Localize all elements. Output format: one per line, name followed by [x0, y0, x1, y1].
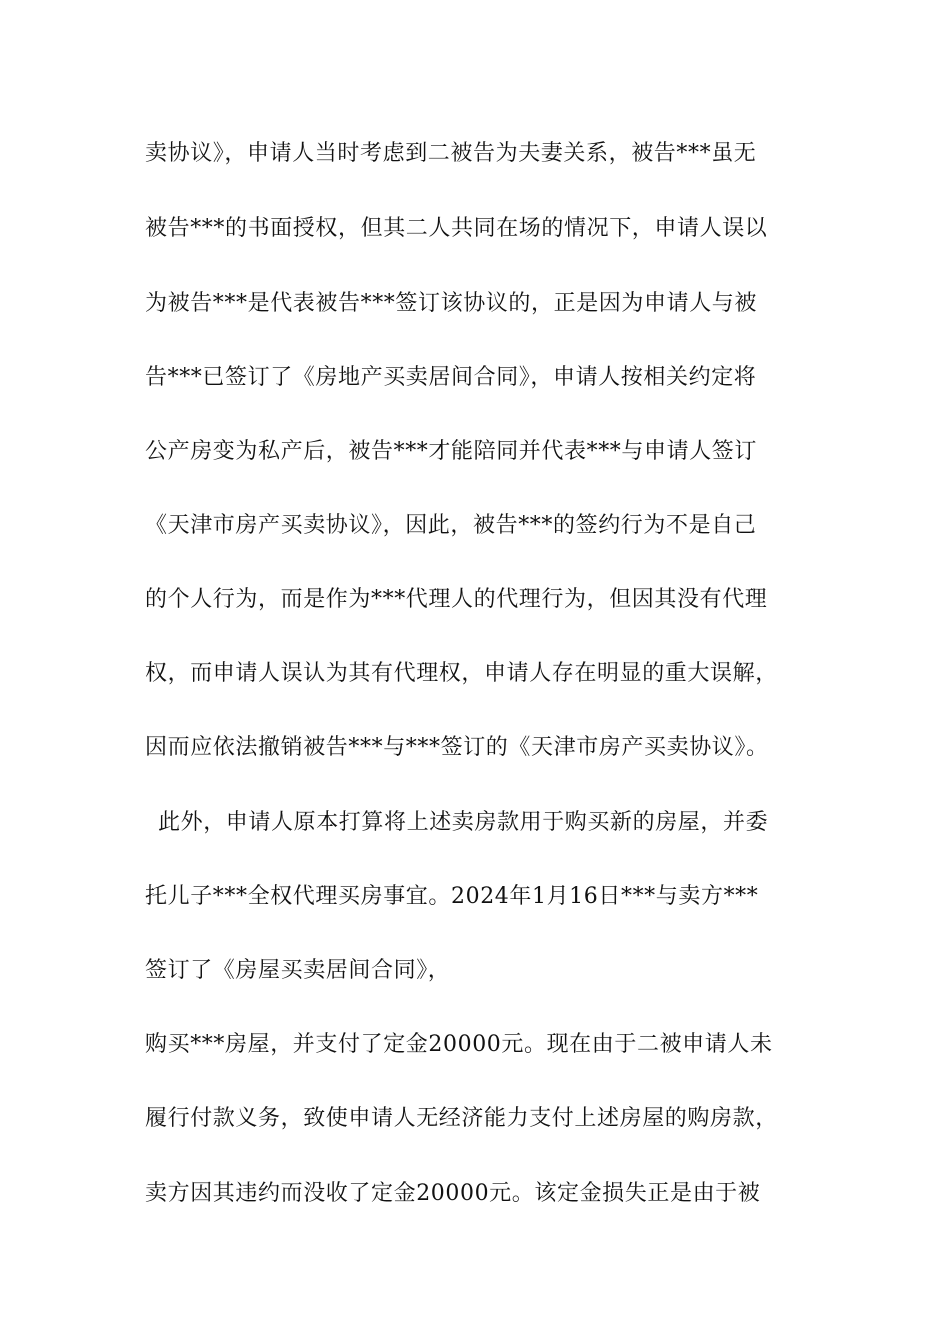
text-line: 被告***的书面授权，但其二人共同在场的情况下，申请人误以	[145, 216, 768, 241]
paragraph-start-line: 此外，申请人原本打算将上述卖房款用于购买新的房屋，并委	[158, 810, 769, 835]
text-line: 购买***房屋，并支付了定金20000元。现在由于二被申请人未	[145, 1032, 773, 1057]
text-line: 的个人行为，而是作为***代理人的代理行为，但因其没有代理	[145, 587, 768, 612]
text-line: 签订了《房屋买卖居间合同》，	[145, 958, 451, 983]
text-line: 履行付款义务，致使申请人无经济能力支付上述房屋的购房款，	[145, 1106, 778, 1131]
text-line: 因而应依法撤销被告***与***签订的《天津市房产买卖协议》。	[145, 735, 769, 760]
text-line: 《天津市房产买卖协议》，因此，被告***的签约行为不是自己	[145, 513, 757, 538]
text-line: 权，而申请人误认为其有代理权，申请人存在明显的重大误解，	[145, 661, 778, 686]
text-line: 托儿子***全权代理买房事宜。2024年1月16日***与卖方***	[145, 884, 759, 909]
text-line: 告***已签订了《房地产买卖居间合同》，申请人按相关约定将	[145, 365, 757, 390]
text-line: 卖协议》，申请人当时考虑到二被告为夫妻关系，被告***虽无	[145, 141, 757, 166]
text-line: 为被告***是代表被告***签订该协议的，正是因为申请人与被	[145, 291, 758, 316]
text-line: 公产房变为私产后，被告***才能陪同并代表***与申请人签订	[145, 439, 758, 464]
text-line: 卖方因其违约而没收了定金20000元。该定金损失正是由于被	[145, 1181, 761, 1206]
